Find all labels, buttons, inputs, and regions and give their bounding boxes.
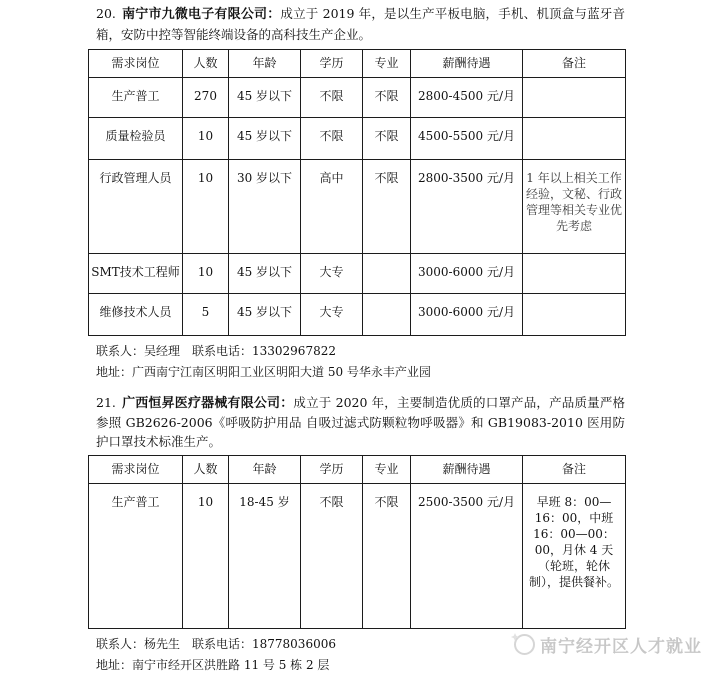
cell-education: 高中 [301,160,363,254]
cell-headcount: 10 [183,118,229,160]
company-intro-21 [88,393,625,451]
cell-major: 不限 [363,118,411,160]
column-header-salary: 薪酬待遇 [411,456,523,484]
cell-major: 不限 [363,78,411,118]
cell-education: 大专 [301,294,363,336]
company-name: 南宁市九微电子有限公司： [121,7,281,22]
table-row [89,118,626,160]
cell-notes [523,294,626,336]
column-header-major: 专业 [363,456,411,484]
cell-headcount: 270 [183,78,229,118]
watermark-logo-icon [514,634,535,655]
column-header-position: 需求岗位 [89,456,183,484]
table-header-row [89,50,626,78]
cell-notes [523,78,626,118]
column-header-age: 年龄 [229,50,301,78]
cell-headcount: 5 [183,294,229,336]
table-header-row [89,456,626,484]
table-row [89,78,626,118]
jobs-table-21 [88,455,626,629]
cell-position: 生产普工 [89,484,183,629]
table-row [89,160,626,254]
cell-education: 大专 [301,254,363,294]
table-row [89,484,626,629]
column-header-education: 学历 [301,50,363,78]
cell-salary: 3000-6000 元/月 [411,294,523,336]
cell-age: 18-45 岁 [229,484,301,629]
column-header-notes: 备注 [523,50,626,78]
contact-person-line: 联系人：杨先生 联系电话：18778036006 [96,637,336,651]
cell-major [363,254,411,294]
table-row [89,294,626,336]
cell-position: 行政管理人员 [89,160,183,254]
cell-position: 质量检验员 [89,118,183,160]
column-header-headcount: 人数 [183,50,229,78]
cell-age: 45 岁以下 [229,294,301,336]
cell-age: 45 岁以下 [229,254,301,294]
cell-headcount: 10 [183,484,229,629]
contact-person-line: 联系人：吴经理 联系电话：13302967822 [96,344,336,358]
cell-salary: 2800-4500 元/月 [411,78,523,118]
cell-education: 不限 [301,118,363,160]
column-header-salary: 薪酬待遇 [411,50,523,78]
cell-age: 30 岁以下 [229,160,301,254]
column-header-education: 学历 [301,456,363,484]
cell-position: 生产普工 [89,78,183,118]
column-header-notes: 备注 [523,456,626,484]
cell-notes [523,254,626,294]
entry-number: 20. [96,6,116,21]
cell-salary: 3000-6000 元/月 [411,254,523,294]
address-line: 地址：广西南宁江南区明阳工业区明阳大道 50 号华永丰产业园 [96,365,431,379]
cell-major [363,294,411,336]
cell-salary: 4500-5500 元/月 [411,118,523,160]
cell-notes: 1 年以上相关工作经验，文秘、行政管理等相关专业优先考虑 [523,160,626,254]
cell-headcount: 10 [183,160,229,254]
cell-major: 不限 [363,160,411,254]
cell-salary: 2800-3500 元/月 [411,160,523,254]
table-row [89,254,626,294]
address-line: 地址：南宁市经开区洪胜路 11 号 5 栋 2 层 [96,658,330,672]
jobs-table-20 [88,49,626,336]
cell-notes [523,118,626,160]
company-name: 广西恒昇医疗器械有限公司： [121,396,294,411]
column-header-major: 专业 [363,50,411,78]
document-page [88,4,625,676]
entry-number: 21. [96,395,116,410]
cell-position: SMT技术工程师 [89,254,183,294]
watermark [514,632,702,657]
cell-headcount: 10 [183,254,229,294]
cell-education: 不限 [301,78,363,118]
company-description: 成立于 2020 年，主要制造优质的口罩产品，产品质量严格参照 GB2626-2006《呼吸防护用品 自吸过滤式防颗粒物呼吸器》和 GB19083-2010 医用防护口罩技术标准生产。 [96,395,625,449]
cell-education: 不限 [301,484,363,629]
cell-notes: 早班 8：00—16：00，中班 16：00—00：00，月休 4 天（轮班，轮休制），提供餐补。 [523,484,626,629]
cell-age: 45 岁以下 [229,118,301,160]
cell-age: 45 岁以下 [229,78,301,118]
watermark-text: 南宁经开区人才就业 [540,637,702,657]
column-header-position: 需求岗位 [89,50,183,78]
cell-salary: 2500-3500 元/月 [411,484,523,629]
company-description: 成立于 2019 年，是以生产平板电脑，手机、机顶盒与蓝牙音箱，安防中控等智能终端设备的高科技生产企业。 [96,6,625,42]
cell-position: 维修技术人员 [89,294,183,336]
company-intro-20 [88,4,625,45]
cell-major: 不限 [363,484,411,629]
column-header-age: 年龄 [229,456,301,484]
contact-block-20 [88,341,625,383]
company-entry-20 [88,4,625,383]
column-header-headcount: 人数 [183,456,229,484]
